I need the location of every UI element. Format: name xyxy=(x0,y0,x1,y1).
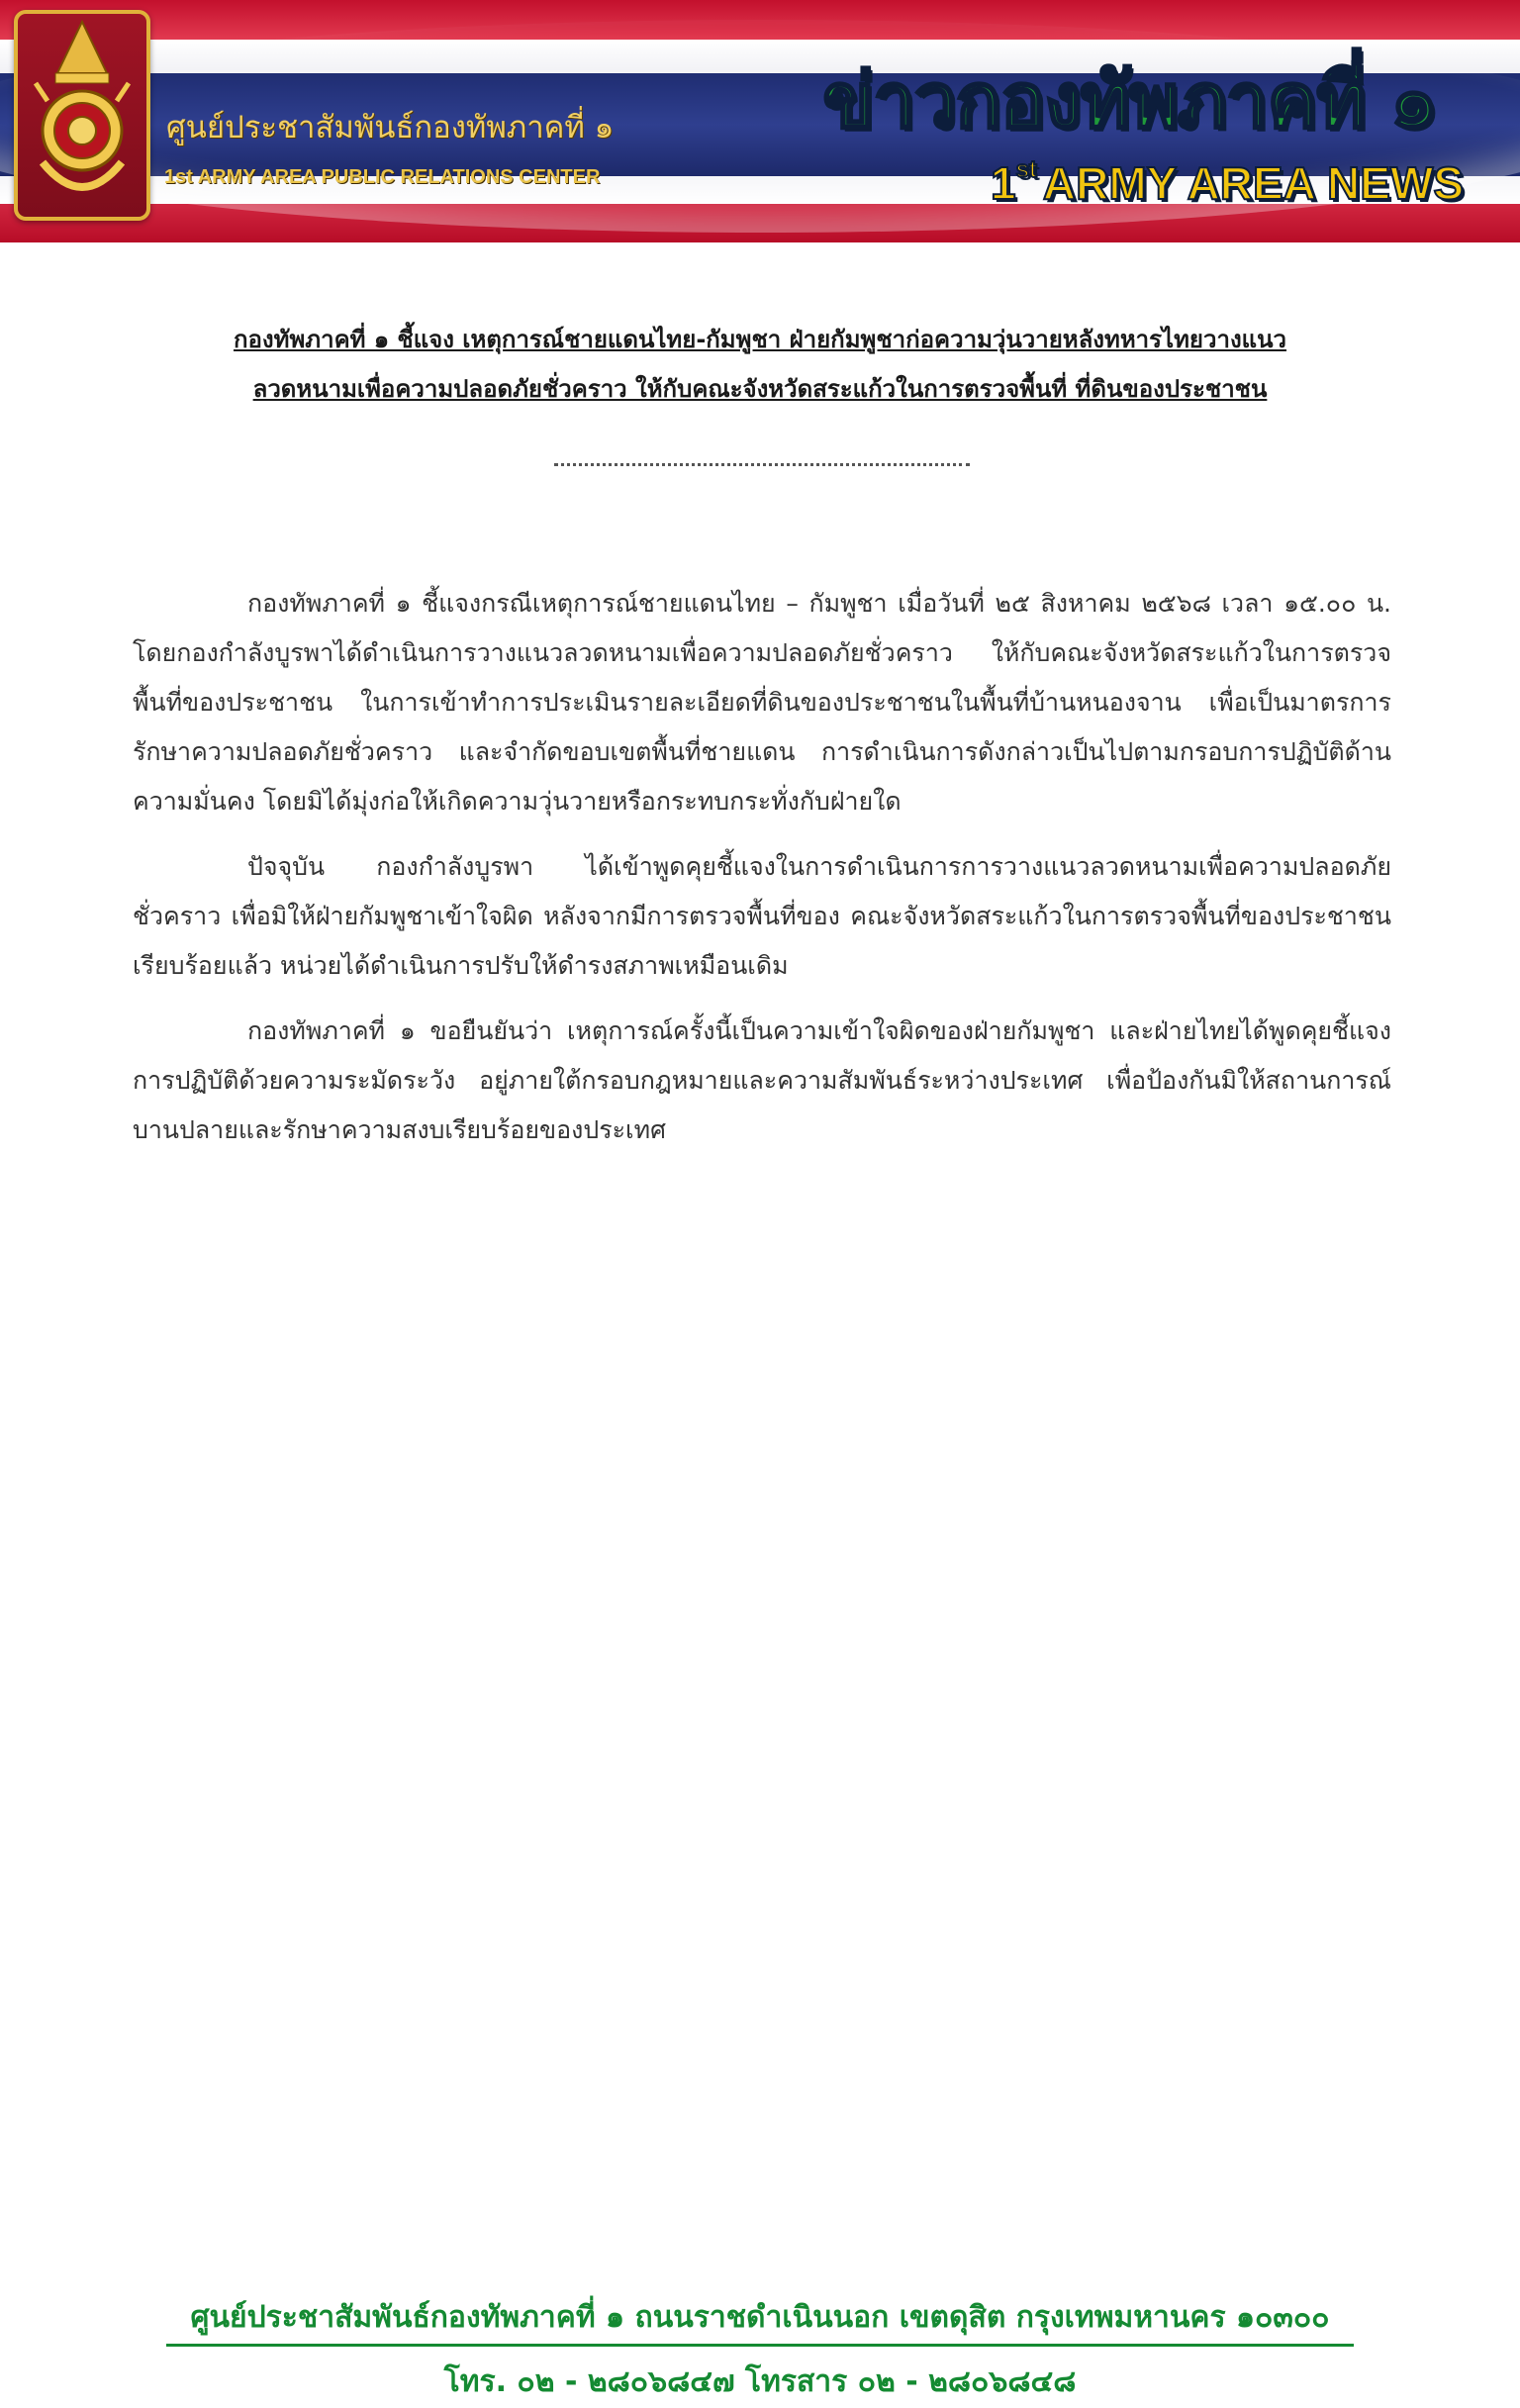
headline-line-1: กองทัพภาคที่ ๑ ชี้แจง เหตุการณ์ชายแดนไทย-กัมพูชา ฝ่ายกัมพูชาก่อความวุ่นวายหลังทหารไทยวางแนว xyxy=(233,326,1287,353)
footer-phone: โทร. ๐๒ - ๒๘๐๖๘๔๗ โทรสาร ๐๒ - ๒๘๐๖๘๔๘ xyxy=(443,2364,1077,2399)
flag-stripe-red-top xyxy=(0,0,1520,40)
headline-line-2: ลวดหนามเพื่อความปลอดภัยชั่วคราว ให้กับคณะจังหวัดสระแก้วในการตรวจพื้นที่ ที่ดินของประชาชน xyxy=(252,375,1268,403)
news-title-ordinal-suffix: st xyxy=(1015,156,1037,183)
news-title-thai: ข่าวกองทัพภาคที่ ๑ xyxy=(822,56,1438,144)
footer-address: ศูนย์ประชาสัมพันธ์กองทัพภาคที่ ๑ ถนนราชดำเนินนอก เขตดุสิต กรุงเทพมหานคร ๑๐๓๐๐ xyxy=(190,2300,1330,2335)
article-body xyxy=(133,579,1391,1171)
news-title-ordinal: 1 xyxy=(990,157,1016,209)
dotted-separator xyxy=(554,463,970,466)
body-paragraph-1: กองทัพภาคที่ ๑ ชี้แจงกรณีเหตุการณ์ชายแดนไทย – กัมพูชา เมื่อวันที่ ๒๕ สิงหาคม ๒๕๖๘ เวลา ๑๕.๐๐ น. โดยกองกำลังบูรพาได้ดำเนินการวางแนวลวดหนามเพื่อความปลอดภัยชั่วคราว ให้กับคณะจังหวัดสระแก้วในการตรวจพื้นที่ของประชาชน ในการเข้าทำการประเมินรายละเอียดที่ดินของประชาชนในพื้นที่บ้านหนองจาน เพื่อเป็นมาตรการรักษาความปลอดภัยชั่วคราว และจำกัดขอบเขตพื้นที่ชายแดน การดำเนินการดังกล่าวเป็นไปตามกรอบการปฏิบัติด้านความมั่นคง โดยมิได้มุ่งก่อให้เกิดความวุ่นวายหรือกระทบกระทั่งกับฝ่ายใด xyxy=(133,589,1391,816)
royal-thai-army-emblem-icon xyxy=(14,10,150,221)
news-title-english xyxy=(965,156,1489,210)
center-name-english: 1st ARMY AREA PUBLIC RELATIONS CENTER xyxy=(164,166,601,188)
body-paragraph-2: ปัจจุบัน กองกำลังบูรพา ได้เข้าพูดคุยชี้แจงในการดำเนินการการวางแนวลวดหนามเพื่อความปลอดภัยชั่วคราว เพื่อมิให้ฝ่ายกัมพูชาเข้าใจผิด หลังจากมีการตรวจพื้นที่ของ คณะจังหวัดสระแก้วในการตรวจพื้นที่ของประชาชนเรียบร้อยแล้ว หน่วยได้ดำเนินการปรับให้ดำรงสภาพเหมือนเดิม xyxy=(133,852,1391,980)
center-name-thai: ศูนย์ประชาสัมพันธ์กองทัพภาคที่ ๑ xyxy=(166,110,615,145)
header-banner xyxy=(0,0,1520,242)
news-title-english-text: ARMY AREA NEWS xyxy=(1042,157,1465,209)
footer-divider xyxy=(166,2344,1354,2347)
body-paragraph-3: กองทัพภาคที่ ๑ ขอยืนยันว่า เหตุการณ์ครั้งนี้เป็นความเข้าใจผิดของฝ่ายกัมพูชา และฝ่ายไทยได้พูดคุยชี้แจงการปฏิบัติด้วยความระมัดระวัง อยู่ภายใต้กรอบกฎหมายและความสัมพันธ์ระหว่างประเทศ เพื่อป้องกันมิให้สถานการณ์บานปลายและรักษาความสงบเรียบร้อยของประเทศ xyxy=(133,1016,1391,1144)
headline xyxy=(119,315,1401,414)
